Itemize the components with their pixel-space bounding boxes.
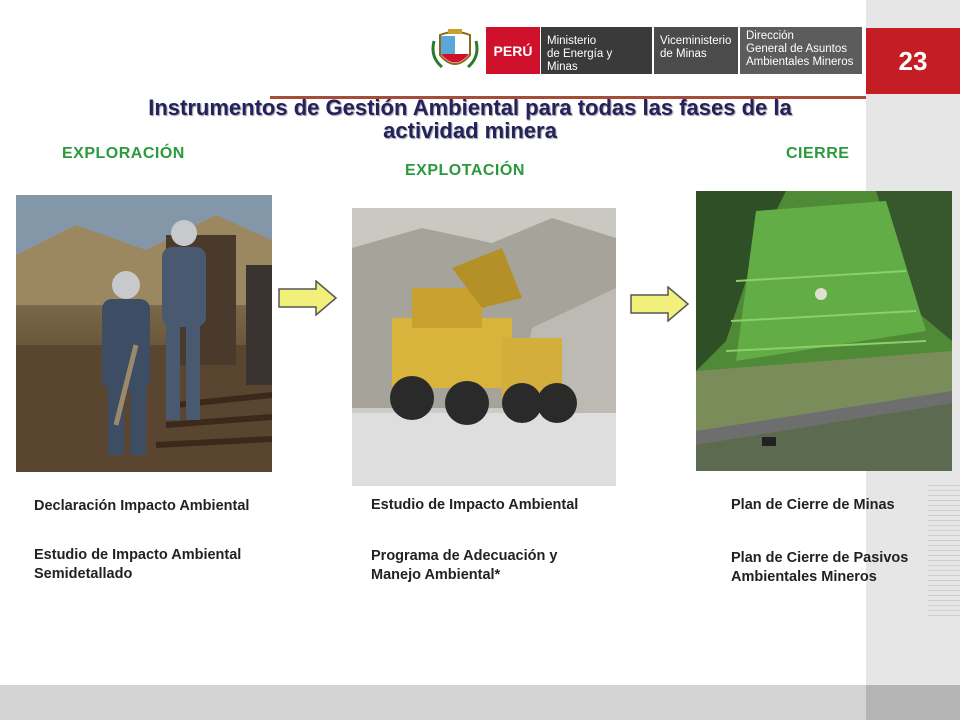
closure-green-slope-photo	[696, 191, 952, 471]
decorative-stripes	[928, 485, 960, 620]
bottom-bar-corner	[866, 685, 960, 720]
viceministerio-logo	[654, 27, 738, 74]
right-arrow-icon	[630, 286, 690, 322]
phase-exploracion-heading: EXPLORACIÓN	[62, 145, 185, 162]
caption-estudio-impacto: Estudio de Impacto Ambiental	[371, 497, 579, 513]
caption-declaracion-impacto: Declaración Impacto Ambiental	[34, 498, 250, 514]
right-arrow-icon	[278, 280, 338, 316]
peru-logo: PERÚ	[486, 27, 540, 74]
bottom-bar	[0, 685, 866, 720]
direccion-logo	[740, 27, 862, 74]
ministerio-logo	[541, 27, 652, 74]
ministerio-line-2: de Energía y Minas	[547, 48, 613, 73]
viceministerio-line-2: de Minas	[660, 48, 707, 60]
page-number: 23	[898, 45, 928, 76]
coat-of-arms-icon	[430, 27, 480, 75]
viceministerio-line-1: Viceministerio	[660, 35, 732, 47]
exploration-workers-photo	[16, 195, 272, 472]
title-line-2: actividad minera	[383, 118, 557, 143]
direccion-line-3: Ambientales Mineros	[746, 56, 854, 68]
exploitation-truck-photo	[352, 208, 616, 486]
caption-plan-cierre-minas: Plan de Cierre de Minas	[731, 497, 895, 513]
phase-cierre-heading: CIERRE	[786, 145, 850, 162]
direccion-line-2: General de Asuntos	[746, 43, 848, 55]
ministerio-line-1: Ministerio	[547, 35, 597, 47]
caption-estudio-semidetallado: Estudio de Impacto Ambiental Semidetallado	[34, 547, 242, 582]
page-number-box	[866, 28, 960, 94]
title-line-1: Instrumentos de Gestión Ambiental para todas las fases de la	[148, 95, 792, 120]
phase-explotacion-heading: EXPLOTACIÓN	[405, 162, 525, 179]
caption-plan-cierre-pasivos: Plan de Cierre de Pasivos Ambientales Mineros	[731, 550, 909, 585]
slide-title	[40, 96, 900, 142]
direccion-line-1: Dirección	[746, 30, 794, 42]
caption-programa-adecuacion: Programa de Adecuación y Manejo Ambiental*	[371, 548, 558, 583]
